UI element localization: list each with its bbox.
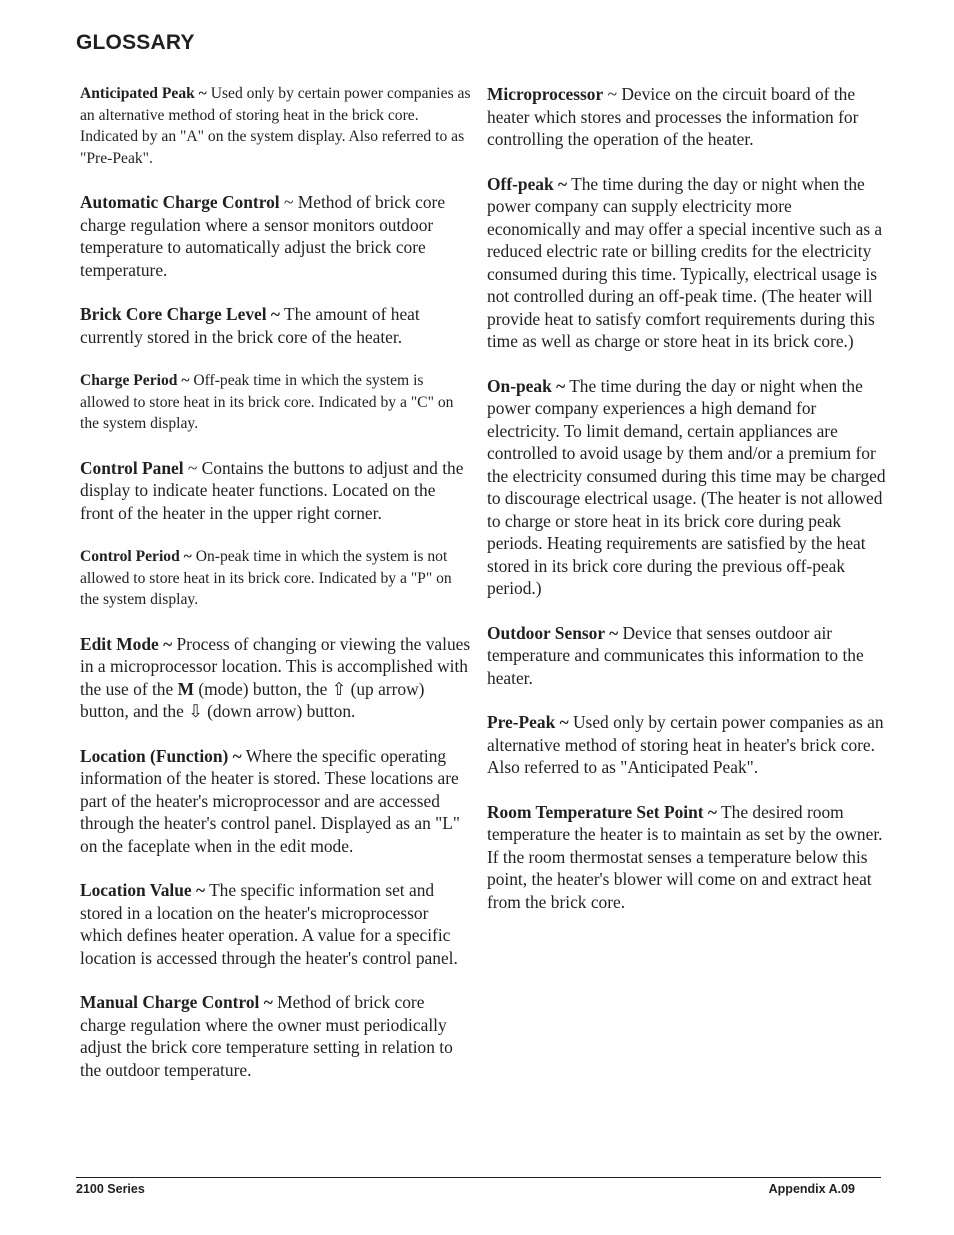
glossary-term: Charge Period ~ [80,372,190,389]
glossary-term: Outdoor Sensor ~ [487,622,619,643]
glossary-term: Off-peak ~ [487,173,568,194]
glossary-entry-anticipated-peak [80,83,472,169]
glossary-entry-charge-period [80,370,472,435]
glossary-term: Automatic Charge Control [80,192,280,212]
glossary-definition: The amount of heat currently stored in the brick core of the heater. [80,304,420,347]
glossary-term: Control Period ~ [80,548,192,565]
glossary-right-column [487,83,887,935]
glossary-entry-automatic-charge-control [80,191,472,281]
page-title: GLOSSARY [76,31,195,54]
glossary-entry-room-temperature-set-point [487,801,887,914]
footer-appendix-label: Appendix A.09 [768,1182,855,1196]
glossary-term: On-peak ~ [487,375,566,396]
glossary-term: Microprocessor [487,84,604,104]
glossary-entry-manual-charge-control [80,991,472,1081]
glossary-definition: Method of brick core charge regulation where the owner must periodically adjust the brick core temperature setting in relation to the outdoor temperature. [80,992,453,1080]
glossary-definition: The specific information set and stored in a location on the heater's microprocessor which defines heater operation. A value for a specific location is accessed through the heater's control panel. [80,880,458,968]
glossary-entry-outdoor-sensor [487,622,887,690]
glossary-definition: ~ Method of brick core charge regulation where a sensor monitors outdoor temperature to automatically adjust the brick core temperature. [80,192,446,280]
glossary-definition: Used only by certain power companies as an alternative method of storing heat in heater's brick core. Also referred to as "Anticipated Peak". [487,712,884,777]
glossary-entry-pre-peak [487,711,887,779]
glossary-term: Manual Charge Control ~ [80,992,273,1012]
glossary-entry-edit-mode [80,633,472,723]
mode-key-label: M [177,678,194,699]
glossary-term: Brick Core Charge Level ~ [80,304,280,324]
glossary-definition: Device that senses outdoor air temperature and communicates this information to the heater. [487,622,864,688]
glossary-term: Edit Mode ~ [80,633,173,654]
glossary-entry-control-panel [80,457,472,525]
glossary-term: Location (Function) ~ [80,745,242,766]
glossary-definition: Where the specific operating information of the heater is stored. These locations are part of the heater's microprocessor and are accessed through the heater's control panel. Displayed as an "L" on the faceplate when in the edit mode. [80,745,461,856]
footer-series-label: 2100 Series [76,1182,145,1196]
glossary-definition: The time during the day or night when the power company can supply electricity more economically and may offer a special incentive such as a reduced electric rate or billing credits for the electricity consumed during this time. Typically, electrical usage is not controlled during an off-peak time. (The heater will provide heat to satisfy comfort requirements during this time as well as charge or store heat in its brick core.) [487,173,883,351]
glossary-definition: Used only by certain power companies as an alternative method of storing heat in the brick core. Indicated by an "A" on the system display. Also referred to as "Pre-Peak". [80,85,471,167]
glossary-entry-off-peak [487,173,887,353]
glossary-entry-microprocessor [487,83,887,151]
glossary-left-column [80,83,472,1103]
footer-divider [76,1177,881,1178]
glossary-definition: Off-peak time in which the system is allowed to store heat in its brick core. Indicated by a "C" on the system display. [80,372,454,432]
glossary-definition: Process of changing or viewing the values in a microprocessor location. This is accomplished with the use of the [80,633,471,699]
glossary-definition: The time during the day or night when the power company experiences a high demand for electricity. To limit demand, certain appliances are controlled to avoid usage by them and/or a premium for the electricity consumed during this time may be charged to discourage electrical usage. (The heater is not allowed to charge or store heat in its brick core during peak periods. Heating requirements are satisfied by the heat stored in its brick core during the previous off-peak period.) [487,375,886,598]
glossary-term: Anticipated Peak ~ [80,85,207,102]
glossary-term: Room Temperature Set Point ~ [487,801,717,822]
glossary-definition: ~ Contains the buttons to adjust and the display to indicate heater functions. Located on the front of the heater in the upper right corner. [80,457,464,523]
glossary-definition: ~ Device on the circuit board of the heater which stores and processes the information for controlling the operation of the heater. [487,84,859,149]
glossary-entry-location-function [80,745,472,858]
glossary-entry-location-value [80,879,472,969]
glossary-term: Control Panel [80,457,184,478]
glossary-term: Location Value ~ [80,880,206,900]
glossary-entry-on-peak [487,375,887,600]
glossary-term: Pre-Peak ~ [487,712,569,732]
glossary-entry-control-period [80,546,472,611]
glossary-definition: On-peak time in which the system is not allowed to store heat in its brick core. Indicated by a "P" on the system display. [80,548,452,608]
glossary-definition-continued: (mode) button, the ⇧ (up arrow) button, and the ⇩ (down arrow) button. [80,678,425,721]
glossary-definition: The desired room temperature the heater is to maintain as set by the owner. If the room thermostat senses a temperature below this point, the heater's blower will come on and extract heat from the brick core. [487,801,883,912]
glossary-entry-brick-core-charge-level [80,303,472,348]
